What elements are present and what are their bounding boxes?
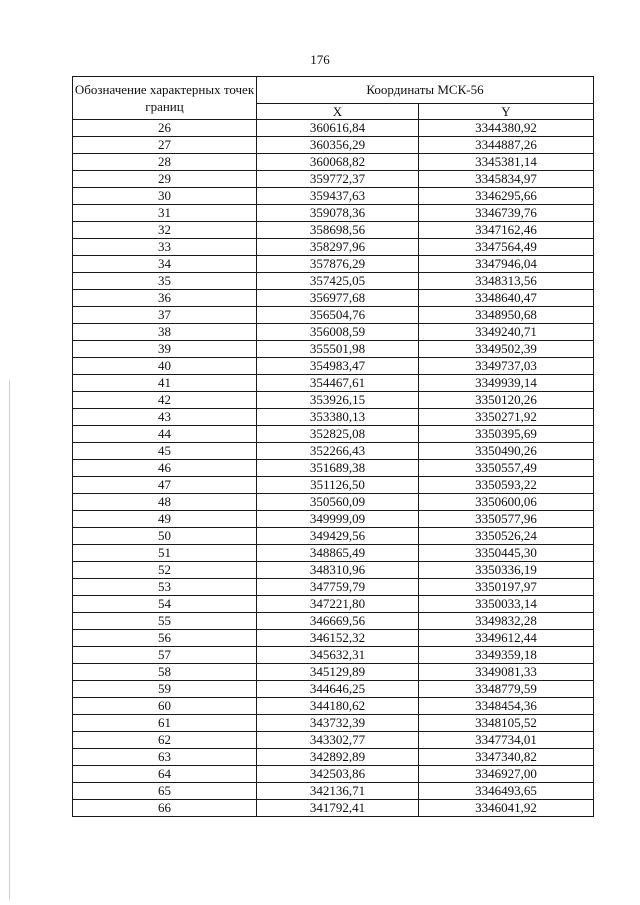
cell-y: 3350033,14 <box>419 596 594 613</box>
cell-y: 3344887,26 <box>419 137 594 154</box>
table-row <box>73 494 594 511</box>
cell-y: 3348640,47 <box>419 290 594 307</box>
cell-y: 3349939,14 <box>419 375 594 392</box>
cell-y: 3350593,22 <box>419 477 594 494</box>
table-row <box>73 698 594 715</box>
cell-point-number: 50 <box>73 528 257 545</box>
cell-x: 347759,79 <box>257 579 419 596</box>
cell-point-number: 37 <box>73 307 257 324</box>
cell-y: 3349240,71 <box>419 324 594 341</box>
cell-x: 358698,56 <box>257 222 419 239</box>
cell-x: 357425,05 <box>257 273 419 290</box>
cell-x: 355501,98 <box>257 341 419 358</box>
cell-point-number: 30 <box>73 188 257 205</box>
table-row <box>73 307 594 324</box>
cell-point-number: 57 <box>73 647 257 664</box>
cell-y: 3350120,26 <box>419 392 594 409</box>
table-row <box>73 766 594 783</box>
cell-x: 352825,08 <box>257 426 419 443</box>
cell-x: 351689,38 <box>257 460 419 477</box>
cell-point-number: 49 <box>73 511 257 528</box>
cell-point-number: 62 <box>73 732 257 749</box>
cell-point-number: 48 <box>73 494 257 511</box>
cell-point-number: 46 <box>73 460 257 477</box>
cell-x: 350560,09 <box>257 494 419 511</box>
cell-x: 343732,39 <box>257 715 419 732</box>
cell-y: 3350197,97 <box>419 579 594 596</box>
table-row <box>73 409 594 426</box>
table-row <box>73 120 594 137</box>
cell-x: 342136,71 <box>257 783 419 800</box>
scan-edge-line <box>9 380 10 900</box>
cell-y: 3347340,82 <box>419 749 594 766</box>
cell-y: 3346739,76 <box>419 205 594 222</box>
table-row <box>73 545 594 562</box>
cell-y: 3350271,92 <box>419 409 594 426</box>
table-row <box>73 239 594 256</box>
table-row <box>73 562 594 579</box>
cell-x: 360616,84 <box>257 120 419 137</box>
cell-point-number: 29 <box>73 171 257 188</box>
table-row <box>73 460 594 477</box>
cell-point-number: 36 <box>73 290 257 307</box>
table-row <box>73 443 594 460</box>
cell-y: 3348950,68 <box>419 307 594 324</box>
cell-point-number: 40 <box>73 358 257 375</box>
table-row <box>73 222 594 239</box>
cell-y: 3350490,26 <box>419 443 594 460</box>
cell-x: 353380,13 <box>257 409 419 426</box>
table-row <box>73 392 594 409</box>
cell-point-number: 45 <box>73 443 257 460</box>
cell-y: 3350445,30 <box>419 545 594 562</box>
table-row <box>73 290 594 307</box>
cell-point-number: 41 <box>73 375 257 392</box>
header-x: X <box>257 103 419 119</box>
cell-y: 3350395,69 <box>419 426 594 443</box>
cell-x: 352266,43 <box>257 443 419 460</box>
cell-x: 348865,49 <box>257 545 419 562</box>
cell-point-number: 38 <box>73 324 257 341</box>
cell-y: 3349737,03 <box>419 358 594 375</box>
cell-point-number: 42 <box>73 392 257 409</box>
cell-y: 3347162,46 <box>419 222 594 239</box>
cell-x: 343302,77 <box>257 732 419 749</box>
cell-x: 342503,86 <box>257 766 419 783</box>
cell-y: 3346295,66 <box>419 188 594 205</box>
table-row <box>73 205 594 222</box>
cell-y: 3349081,33 <box>419 664 594 681</box>
table-row <box>73 528 594 545</box>
cell-y: 3347946,04 <box>419 256 594 273</box>
cell-y: 3345381,14 <box>419 154 594 171</box>
cell-point-number: 59 <box>73 681 257 698</box>
cell-x: 353926,15 <box>257 392 419 409</box>
cell-point-number: 47 <box>73 477 257 494</box>
table-header <box>73 77 594 120</box>
cell-y: 3350336,19 <box>419 562 594 579</box>
cell-y: 3349832,28 <box>419 613 594 630</box>
cell-point-number: 58 <box>73 664 257 681</box>
table-row <box>73 358 594 375</box>
cell-point-number: 26 <box>73 120 257 137</box>
cell-x: 356504,76 <box>257 307 419 324</box>
header-point-designation: Обозначение характерных точек границ <box>73 77 257 120</box>
cell-point-number: 56 <box>73 630 257 647</box>
cell-point-number: 44 <box>73 426 257 443</box>
table-row <box>73 579 594 596</box>
cell-y: 3350526,24 <box>419 528 594 545</box>
cell-x: 342892,89 <box>257 749 419 766</box>
cell-x: 356008,59 <box>257 324 419 341</box>
cell-x: 356977,68 <box>257 290 419 307</box>
cell-x: 346669,56 <box>257 613 419 630</box>
cell-x: 360068,82 <box>257 154 419 171</box>
table-row <box>73 596 594 613</box>
cell-x: 358297,96 <box>257 239 419 256</box>
table-row <box>73 732 594 749</box>
cell-x: 359078,36 <box>257 205 419 222</box>
table-row <box>73 783 594 800</box>
table-row <box>73 426 594 443</box>
table-row <box>73 800 594 817</box>
cell-x: 346152,32 <box>257 630 419 647</box>
cell-point-number: 52 <box>73 562 257 579</box>
cell-x: 341792,41 <box>257 800 419 817</box>
cell-y: 3346041,92 <box>419 800 594 817</box>
cell-point-number: 43 <box>73 409 257 426</box>
table-row <box>73 256 594 273</box>
cell-y: 3350600,06 <box>419 494 594 511</box>
table-row <box>73 664 594 681</box>
cell-point-number: 60 <box>73 698 257 715</box>
cell-y: 3349612,44 <box>419 630 594 647</box>
table-row <box>73 171 594 188</box>
header-y: Y <box>419 103 594 119</box>
cell-point-number: 53 <box>73 579 257 596</box>
cell-point-number: 63 <box>73 749 257 766</box>
cell-y: 3349359,18 <box>419 647 594 664</box>
table-row <box>73 715 594 732</box>
table-row <box>73 477 594 494</box>
table-row <box>73 324 594 341</box>
cell-x: 347221,80 <box>257 596 419 613</box>
table-row <box>73 273 594 290</box>
cell-point-number: 39 <box>73 341 257 358</box>
table-row <box>73 375 594 392</box>
table-row <box>73 137 594 154</box>
table-row <box>73 749 594 766</box>
cell-y: 3350577,96 <box>419 511 594 528</box>
table-row <box>73 681 594 698</box>
cell-point-number: 27 <box>73 137 257 154</box>
table-row <box>73 647 594 664</box>
cell-x: 349999,09 <box>257 511 419 528</box>
cell-y: 3345834,97 <box>419 171 594 188</box>
table-row <box>73 613 594 630</box>
cell-x: 344646,25 <box>257 681 419 698</box>
cell-y: 3348313,56 <box>419 273 594 290</box>
table-row <box>73 630 594 647</box>
cell-y: 3348454,36 <box>419 698 594 715</box>
cell-y: 3350557,49 <box>419 460 594 477</box>
cell-x: 344180,62 <box>257 698 419 715</box>
cell-point-number: 28 <box>73 154 257 171</box>
cell-point-number: 31 <box>73 205 257 222</box>
cell-y: 3349502,39 <box>419 341 594 358</box>
page-number: 176 <box>310 52 330 67</box>
table-body <box>73 120 594 817</box>
cell-point-number: 54 <box>73 596 257 613</box>
cell-x: 345129,89 <box>257 664 419 681</box>
cell-y: 3346927,00 <box>419 766 594 783</box>
cell-point-number: 64 <box>73 766 257 783</box>
table-row <box>73 511 594 528</box>
cell-point-number: 51 <box>73 545 257 562</box>
table-row <box>73 154 594 171</box>
cell-x: 359772,37 <box>257 171 419 188</box>
table-row <box>73 341 594 358</box>
cell-x: 354467,61 <box>257 375 419 392</box>
cell-x: 345632,31 <box>257 647 419 664</box>
cell-x: 348310,96 <box>257 562 419 579</box>
cell-point-number: 33 <box>73 239 257 256</box>
cell-y: 3348779,59 <box>419 681 594 698</box>
cell-y: 3347734,01 <box>419 732 594 749</box>
cell-y: 3344380,92 <box>419 120 594 137</box>
cell-y: 3348105,52 <box>419 715 594 732</box>
cell-point-number: 55 <box>73 613 257 630</box>
cell-x: 360356,29 <box>257 137 419 154</box>
coordinates-table <box>72 76 594 817</box>
cell-point-number: 35 <box>73 273 257 290</box>
cell-x: 354983,47 <box>257 358 419 375</box>
header-coordinates-group: Координаты МСК-56 <box>257 77 594 104</box>
cell-x: 357876,29 <box>257 256 419 273</box>
cell-x: 351126,50 <box>257 477 419 494</box>
cell-x: 359437,63 <box>257 188 419 205</box>
table-row <box>73 188 594 205</box>
cell-point-number: 34 <box>73 256 257 273</box>
cell-y: 3346493,65 <box>419 783 594 800</box>
cell-point-number: 61 <box>73 715 257 732</box>
cell-point-number: 65 <box>73 783 257 800</box>
cell-x: 349429,56 <box>257 528 419 545</box>
cell-y: 3347564,49 <box>419 239 594 256</box>
cell-point-number: 32 <box>73 222 257 239</box>
cell-point-number: 66 <box>73 800 257 817</box>
